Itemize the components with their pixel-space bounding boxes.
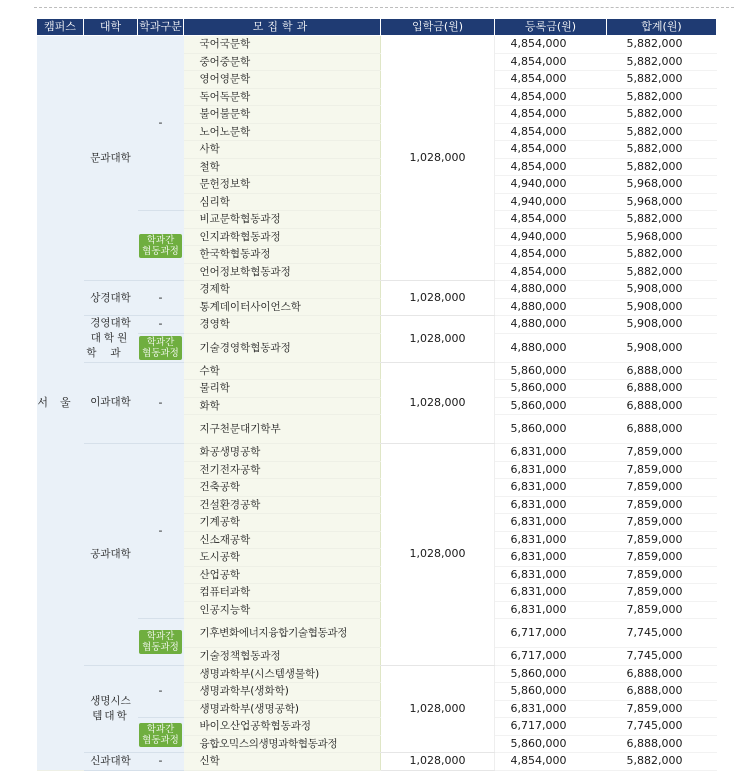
total-cell: 7,745,000 bbox=[607, 718, 717, 736]
tuition-cell: 4,854,000 bbox=[495, 753, 607, 771]
department-cell: 생명과학부(생명공학) bbox=[184, 700, 381, 718]
tuition-cell: 4,854,000 bbox=[495, 141, 607, 159]
department-cell: 국어국문학 bbox=[184, 36, 381, 54]
tuition-cell: 4,940,000 bbox=[495, 228, 607, 246]
category-none: - bbox=[138, 36, 184, 211]
header-total: 합계(원) bbox=[607, 19, 717, 36]
tuition-cell: 4,854,000 bbox=[495, 71, 607, 89]
tuition-cell: 4,854,000 bbox=[495, 246, 607, 264]
department-cell: 기계공학 bbox=[184, 514, 381, 532]
tuition-cell: 6,831,000 bbox=[495, 700, 607, 718]
interdisciplinary-badge: 학과간 협동과정 bbox=[139, 234, 182, 258]
tuition-cell: 4,880,000 bbox=[495, 298, 607, 316]
header-category: 학과구분 bbox=[138, 19, 184, 36]
total-cell: 5,882,000 bbox=[607, 36, 717, 54]
tuition-cell: 4,940,000 bbox=[495, 193, 607, 211]
department-cell: 컴퓨터과학 bbox=[184, 584, 381, 602]
total-cell: 6,888,000 bbox=[607, 665, 717, 683]
total-cell: 5,908,000 bbox=[607, 281, 717, 299]
department-cell: 비교문학협동과정 bbox=[184, 211, 381, 229]
department-cell: 도시공학 bbox=[184, 549, 381, 567]
department-cell: 사학 bbox=[184, 141, 381, 159]
total-cell: 5,882,000 bbox=[607, 141, 717, 159]
department-cell: 화학 bbox=[184, 397, 381, 415]
college-business: 상경대학 bbox=[84, 281, 138, 316]
admission-fee-life-systems: 1,028,000 bbox=[381, 665, 495, 753]
department-cell: 인지과학협동과정 bbox=[184, 228, 381, 246]
total-cell: 7,859,000 bbox=[607, 549, 717, 567]
interdisciplinary-badge: 학과간 협동과정 bbox=[139, 723, 182, 747]
tuition-cell: 5,860,000 bbox=[495, 380, 607, 398]
department-cell: 건축공학 bbox=[184, 479, 381, 497]
total-cell: 5,908,000 bbox=[607, 298, 717, 316]
total-cell: 6,888,000 bbox=[607, 415, 717, 444]
tuition-cell: 4,854,000 bbox=[495, 211, 607, 229]
department-cell: 화공생명공학 bbox=[184, 444, 381, 462]
department-cell: 신소재공학 bbox=[184, 531, 381, 549]
tuition-cell: 6,831,000 bbox=[495, 531, 607, 549]
tuition-cell: 5,860,000 bbox=[495, 683, 607, 701]
total-cell: 7,859,000 bbox=[607, 461, 717, 479]
total-cell: 7,859,000 bbox=[607, 444, 717, 462]
table-row bbox=[37, 619, 717, 648]
department-cell: 경영학 bbox=[184, 316, 381, 334]
department-cell: 철학 bbox=[184, 158, 381, 176]
table-row bbox=[37, 36, 717, 54]
total-cell: 5,882,000 bbox=[607, 246, 717, 264]
department-cell: 융합오믹스의생명과학협동과정 bbox=[184, 735, 381, 753]
department-cell: 신학 bbox=[184, 753, 381, 771]
tuition-cell: 6,831,000 bbox=[495, 461, 607, 479]
tuition-table bbox=[36, 18, 717, 771]
tuition-cell: 4,854,000 bbox=[495, 123, 607, 141]
total-cell: 7,745,000 bbox=[607, 619, 717, 648]
category-interdisciplinary bbox=[138, 211, 184, 281]
tuition-cell: 6,831,000 bbox=[495, 584, 607, 602]
campus-cell bbox=[37, 36, 84, 771]
department-cell: 기술경영학협동과정 bbox=[184, 333, 381, 362]
department-cell: 노어노문학 bbox=[184, 123, 381, 141]
category-none: - bbox=[138, 316, 184, 334]
tuition-cell: 6,717,000 bbox=[495, 648, 607, 666]
department-cell: 지구천문대기학부 bbox=[184, 415, 381, 444]
total-cell: 6,888,000 bbox=[607, 362, 717, 380]
interdisciplinary-badge: 학과간 협동과정 bbox=[139, 630, 182, 654]
department-cell: 인공지능학 bbox=[184, 601, 381, 619]
tuition-cell: 6,831,000 bbox=[495, 444, 607, 462]
header-tuition: 등록금(원) bbox=[495, 19, 607, 36]
table-row bbox=[37, 718, 717, 736]
tuition-cell: 4,854,000 bbox=[495, 53, 607, 71]
total-cell: 7,859,000 bbox=[607, 601, 717, 619]
tuition-cell: 6,831,000 bbox=[495, 496, 607, 514]
total-cell: 6,888,000 bbox=[607, 683, 717, 701]
total-cell: 5,968,000 bbox=[607, 193, 717, 211]
department-cell: 수학 bbox=[184, 362, 381, 380]
category-interdisciplinary bbox=[138, 718, 184, 753]
college-science: 이과대학 bbox=[84, 362, 138, 444]
total-cell: 5,882,000 bbox=[607, 123, 717, 141]
tuition-cell: 6,831,000 bbox=[495, 479, 607, 497]
tuition-cell: 4,854,000 bbox=[495, 158, 607, 176]
total-cell: 5,968,000 bbox=[607, 176, 717, 194]
table-row bbox=[37, 753, 717, 771]
category-none: - bbox=[138, 362, 184, 444]
category-interdisciplinary bbox=[138, 619, 184, 666]
total-cell: 5,882,000 bbox=[607, 753, 717, 771]
header-admission-fee: 입학금(원) bbox=[381, 19, 495, 36]
total-cell: 5,908,000 bbox=[607, 316, 717, 334]
top-dashed-rule bbox=[34, 7, 734, 8]
total-cell: 6,888,000 bbox=[607, 380, 717, 398]
college-management: 경영대학 대학원 학과 bbox=[84, 316, 138, 363]
header-college: 대학 bbox=[84, 19, 138, 36]
admission-fee-science: 1,028,000 bbox=[381, 362, 495, 444]
tuition-cell: 6,717,000 bbox=[495, 718, 607, 736]
total-cell: 5,882,000 bbox=[607, 53, 717, 71]
department-cell: 전기전자공학 bbox=[184, 461, 381, 479]
tuition-cell: 5,860,000 bbox=[495, 735, 607, 753]
header-department: 모집학과 bbox=[184, 19, 381, 36]
tuition-cell: 6,831,000 bbox=[495, 601, 607, 619]
college-life-systems: 생명시스 템대학 bbox=[84, 665, 138, 753]
college-liberal-arts: 문과대학 bbox=[84, 36, 138, 281]
table-row bbox=[37, 333, 717, 362]
total-cell: 6,888,000 bbox=[607, 735, 717, 753]
department-cell: 영어영문학 bbox=[184, 71, 381, 89]
tuition-cell: 4,854,000 bbox=[495, 88, 607, 106]
tuition-cell: 5,860,000 bbox=[495, 415, 607, 444]
total-cell: 7,859,000 bbox=[607, 584, 717, 602]
department-cell: 중어중문학 bbox=[184, 53, 381, 71]
total-cell: 7,859,000 bbox=[607, 700, 717, 718]
total-cell: 6,888,000 bbox=[607, 397, 717, 415]
table-row bbox=[37, 362, 717, 380]
admission-fee-business: 1,028,000 bbox=[381, 281, 495, 316]
tuition-cell: 6,831,000 bbox=[495, 549, 607, 567]
total-cell: 5,882,000 bbox=[607, 263, 717, 281]
department-cell: 생명과학부(시스템생물학) bbox=[184, 665, 381, 683]
total-cell: 5,908,000 bbox=[607, 333, 717, 362]
tuition-cell: 4,854,000 bbox=[495, 263, 607, 281]
tuition-cell: 4,854,000 bbox=[495, 106, 607, 124]
college-theology: 신과대학 bbox=[84, 753, 138, 771]
total-cell: 5,882,000 bbox=[607, 106, 717, 124]
total-cell: 7,859,000 bbox=[607, 514, 717, 532]
total-cell: 7,859,000 bbox=[607, 566, 717, 584]
department-cell: 통계데이터사이언스학 bbox=[184, 298, 381, 316]
total-cell: 7,859,000 bbox=[607, 531, 717, 549]
table-row bbox=[37, 444, 717, 462]
total-cell: 7,859,000 bbox=[607, 496, 717, 514]
department-cell: 물리학 bbox=[184, 380, 381, 398]
campus-name: 서울 bbox=[37, 395, 83, 409]
total-cell: 5,882,000 bbox=[607, 211, 717, 229]
tuition-cell: 4,880,000 bbox=[495, 316, 607, 334]
total-cell: 5,882,000 bbox=[607, 88, 717, 106]
admission-fee-engineering: 1,028,000 bbox=[381, 444, 495, 666]
tuition-cell: 5,860,000 bbox=[495, 362, 607, 380]
department-cell: 바이오산업공학협동과정 bbox=[184, 718, 381, 736]
interdisciplinary-badge: 학과간 협동과정 bbox=[139, 336, 182, 360]
category-interdisciplinary bbox=[138, 333, 184, 362]
total-cell: 5,882,000 bbox=[607, 71, 717, 89]
total-cell: 5,968,000 bbox=[607, 228, 717, 246]
department-cell: 생명과학부(생화학) bbox=[184, 683, 381, 701]
admission-fee-theology: 1,028,000 bbox=[381, 753, 495, 771]
tuition-cell: 6,831,000 bbox=[495, 514, 607, 532]
department-cell: 경제학 bbox=[184, 281, 381, 299]
admission-fee-liberal-arts: 1,028,000 bbox=[381, 36, 495, 281]
tuition-cell: 4,854,000 bbox=[495, 36, 607, 54]
department-cell: 심리학 bbox=[184, 193, 381, 211]
category-none: - bbox=[138, 281, 184, 316]
category-none: - bbox=[138, 753, 184, 771]
tuition-cell: 5,860,000 bbox=[495, 665, 607, 683]
total-cell: 7,859,000 bbox=[607, 479, 717, 497]
total-cell: 5,882,000 bbox=[607, 158, 717, 176]
tuition-cell: 6,831,000 bbox=[495, 566, 607, 584]
tuition-cell: 4,880,000 bbox=[495, 333, 607, 362]
admission-fee-management: 1,028,000 bbox=[381, 316, 495, 363]
department-cell: 산업공학 bbox=[184, 566, 381, 584]
table-row bbox=[37, 316, 717, 334]
table-header-row bbox=[37, 19, 717, 36]
department-cell: 문헌정보학 bbox=[184, 176, 381, 194]
department-cell: 한국학협동과정 bbox=[184, 246, 381, 264]
category-none: - bbox=[138, 444, 184, 619]
total-cell: 7,745,000 bbox=[607, 648, 717, 666]
table-row bbox=[37, 665, 717, 683]
department-cell: 불어불문학 bbox=[184, 106, 381, 124]
department-cell: 건설환경공학 bbox=[184, 496, 381, 514]
tuition-cell: 5,860,000 bbox=[495, 397, 607, 415]
category-none: - bbox=[138, 665, 184, 718]
college-engineering: 공과대학 bbox=[84, 444, 138, 666]
table-row bbox=[37, 211, 717, 229]
department-cell: 언어정보학협동과정 bbox=[184, 263, 381, 281]
tuition-cell: 6,717,000 bbox=[495, 619, 607, 648]
tuition-cell: 4,940,000 bbox=[495, 176, 607, 194]
tuition-cell: 4,880,000 bbox=[495, 281, 607, 299]
table-row bbox=[37, 281, 717, 299]
department-cell: 기후변화에너지융합기술협동과정 bbox=[184, 619, 381, 648]
department-cell: 독어독문학 bbox=[184, 88, 381, 106]
header-campus: 캠퍼스 bbox=[37, 19, 84, 36]
department-cell: 기술정책협동과정 bbox=[184, 648, 381, 666]
